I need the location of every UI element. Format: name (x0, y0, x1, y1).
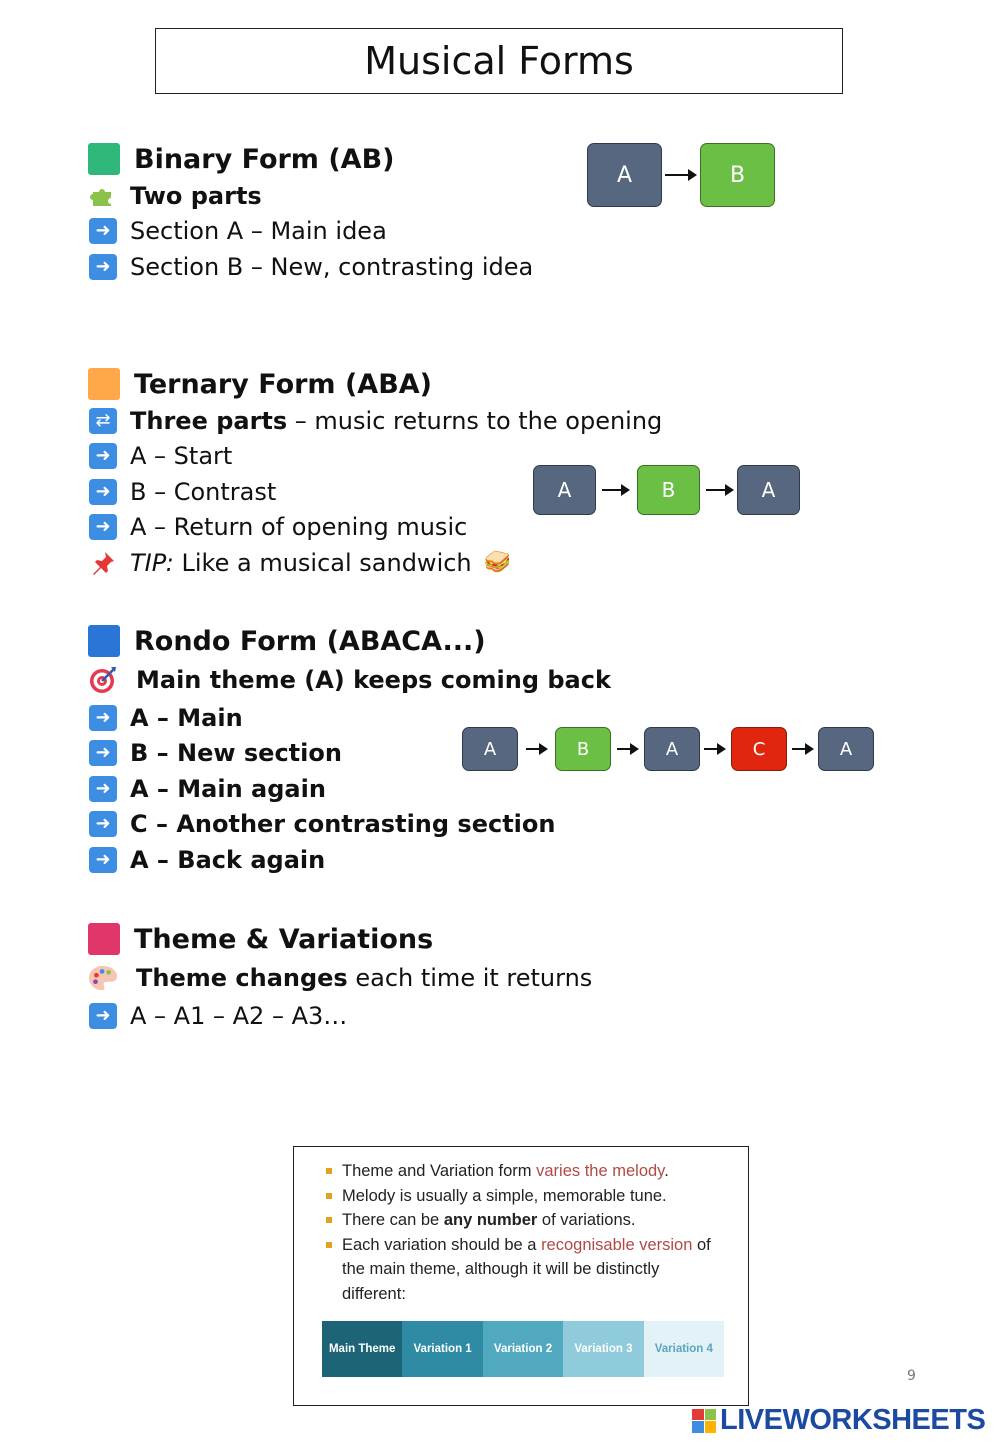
arrow-right-icon: ➜ (88, 217, 118, 245)
rondo-line-6: A – Back again (130, 845, 326, 874)
diagram-box-a: A (587, 143, 662, 207)
arrow-right-icon: ➜ (88, 253, 118, 281)
diagram-box-a: A (462, 727, 518, 771)
repeat-icon: ⇄ (88, 407, 118, 435)
page-number: 9 (907, 1368, 916, 1384)
tip-label: TIP: (130, 548, 174, 577)
puzzle-icon (88, 182, 118, 210)
footer-brand[interactable] (692, 1404, 985, 1437)
ternary-line-4: A – Return of opening music (130, 513, 468, 542)
diagram-arrow (526, 748, 546, 750)
main-theme-cell: Main Theme (322, 1321, 402, 1377)
variation-2-cell: Variation 2 (483, 1321, 563, 1377)
theme-line-2: A – A1 – A2 – A3… (130, 1001, 348, 1030)
theme-variation-slide (293, 1146, 749, 1406)
variation-1-cell: Variation 1 (402, 1321, 482, 1377)
binary-line-3: Section B – New, contrasting idea (130, 252, 534, 281)
rondo-heading: Rondo Form (ABACA...) (134, 625, 486, 657)
binary-line-1: Two parts (130, 181, 262, 210)
rondo-line-4: A – Main again (130, 774, 326, 803)
sandwich-icon: 🥪 (483, 550, 512, 576)
pink-square-icon (88, 923, 120, 955)
diagram-box-c: C (731, 727, 787, 771)
theme-section (88, 920, 592, 1034)
rondo-line-5: C – Another contrasting section (130, 810, 556, 839)
slide-bullet: Melody is usually a simple, memorable tune. (324, 1184, 724, 1209)
diagram-arrow (706, 489, 732, 491)
diagram-box-b: B (700, 143, 775, 207)
pushpin-icon (88, 549, 118, 577)
variation-3-cell: Variation 3 (563, 1321, 643, 1377)
ternary-line-1-bold: Three parts (130, 406, 288, 435)
arrow-right-icon: ➜ (88, 704, 118, 732)
orange-square-icon (88, 368, 120, 400)
slide-bullets (324, 1159, 724, 1306)
slide-bullet: There can be any number of variations. (324, 1208, 724, 1233)
theme-line-1-bold: Theme changes (136, 964, 348, 992)
palette-icon (88, 964, 118, 992)
blue-square-icon (88, 625, 120, 657)
arrow-right-icon: ➜ (88, 775, 118, 803)
ternary-heading: Ternary Form (ABA) (134, 368, 433, 400)
arrow-right-icon: ➜ (88, 442, 118, 470)
diagram-arrow (617, 748, 637, 750)
liveworksheets-logo-icon (692, 1409, 716, 1433)
variation-bar (322, 1321, 724, 1377)
diagram-arrow (602, 489, 628, 491)
arrow-right-icon: ➜ (88, 478, 118, 506)
target-icon (88, 666, 118, 694)
diagram-box-b: B (637, 465, 700, 515)
slide-bullet: Each variation should be a recognisable version of the main theme, although it will be distinctly different: (324, 1233, 724, 1307)
diagram-arrow (665, 174, 695, 176)
arrow-right-icon: ➜ (88, 846, 118, 874)
diagram-arrow (792, 748, 812, 750)
binary-line-2: Section A – Main idea (130, 217, 387, 246)
theme-line-1-rest: each time it returns (347, 964, 593, 992)
arrow-right-icon: ➜ (88, 1002, 118, 1030)
theme-heading: Theme & Variations (134, 923, 434, 955)
rondo-line-1: Main theme (A) keeps coming back (136, 666, 611, 694)
tip-text: Like a musical sandwich (173, 548, 472, 577)
ternary-line-2: A – Start (130, 442, 233, 471)
binary-heading: Binary Form (AB) (134, 143, 395, 175)
footer-brand-text: LIVEWORKSHEETS (720, 1404, 986, 1436)
diagram-box-a: A (644, 727, 700, 771)
ternary-line-3: B – Contrast (130, 477, 277, 506)
diagram-box-a: A (818, 727, 874, 771)
diagram-box-b: B (555, 727, 611, 771)
arrow-right-icon: ➜ (88, 739, 118, 767)
slide-bullet: Theme and Variation form varies the melody. (324, 1159, 724, 1184)
diagram-box-a: A (533, 465, 596, 515)
diagram-arrow (704, 748, 724, 750)
diagram-box-a: A (737, 465, 800, 515)
variation-4-cell: Variation 4 (644, 1321, 724, 1377)
page-title: Musical Forms (155, 28, 843, 94)
ternary-line-1-rest: – music returns to the opening (287, 406, 663, 435)
green-square-icon (88, 143, 120, 175)
rondo-line-2: A – Main (130, 703, 243, 732)
arrow-right-icon: ➜ (88, 810, 118, 838)
binary-section (88, 140, 533, 285)
arrow-right-icon: ➜ (88, 513, 118, 541)
rondo-line-3: B – New section (130, 739, 342, 768)
